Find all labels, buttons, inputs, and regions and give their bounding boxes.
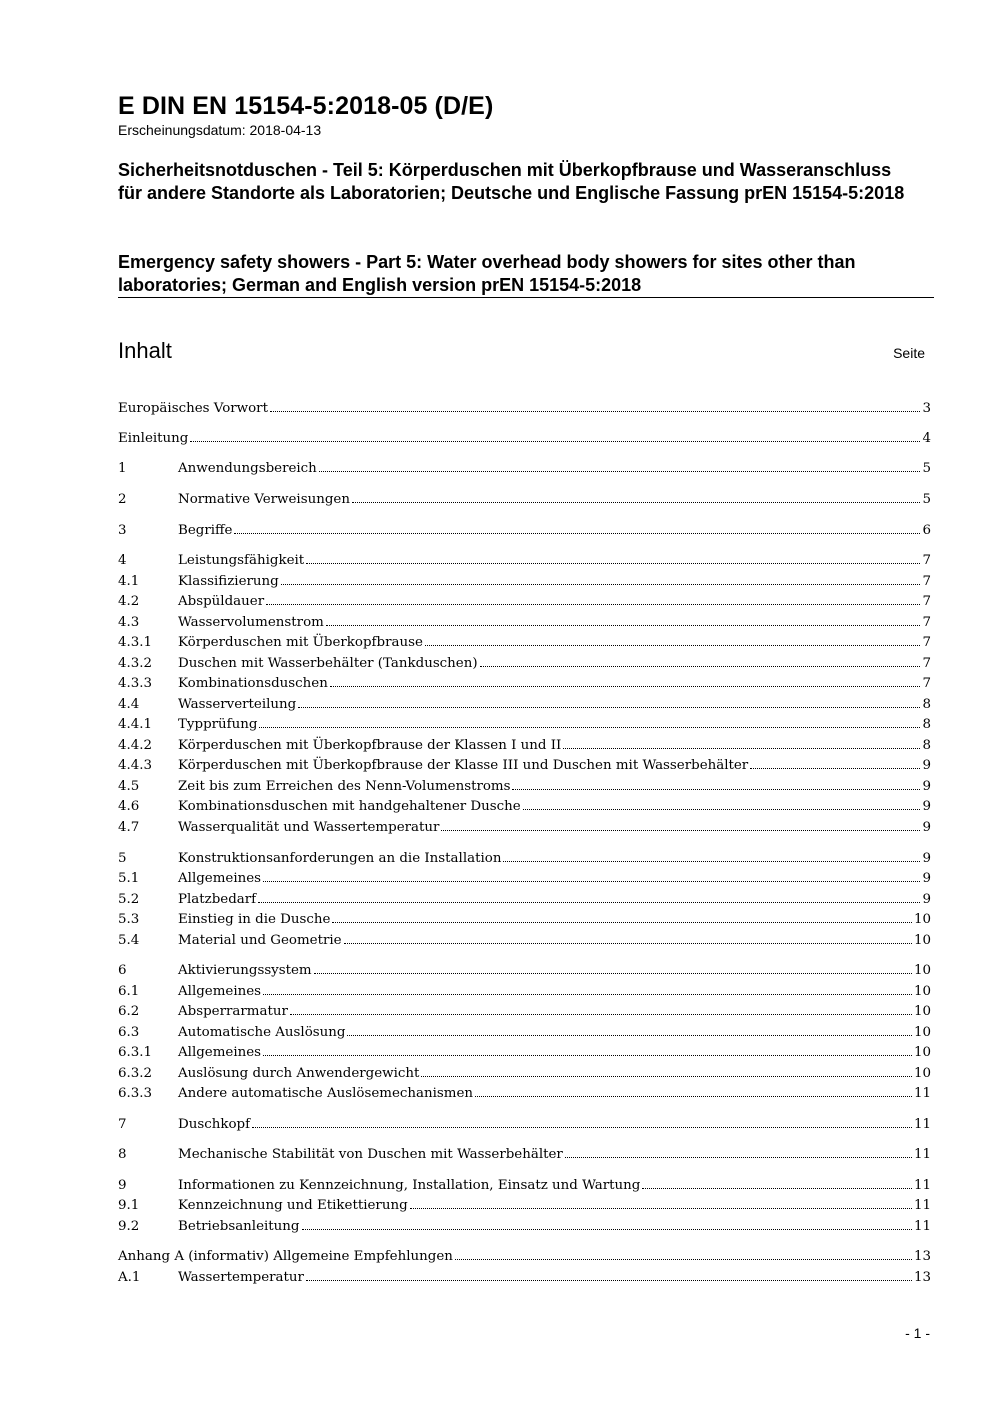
toc-entry-page: 7 (922, 635, 931, 650)
toc-leader-dots (503, 861, 920, 862)
toc-entry-title: Normative Verweisungen (178, 492, 350, 507)
toc-entry[interactable] (118, 1142, 931, 1162)
toc-leader-dots (425, 645, 921, 646)
toc-entry-number: 6.3.3 (118, 1086, 153, 1101)
toc-entry-page: 9 (922, 758, 931, 773)
toc-entry[interactable] (118, 518, 931, 538)
toc-entry-number: 4.3.3 (118, 676, 153, 691)
toc-entry[interactable] (118, 569, 931, 589)
toc-entry-title: Europäisches Vorwort (118, 401, 268, 416)
toc-entry-title: Platzbedarf (178, 892, 257, 907)
toc-entry-number: 4.4.3 (118, 758, 153, 773)
toc-entry[interactable] (118, 671, 931, 691)
toc-entry-title: Leistungsfähigkeit (178, 553, 305, 568)
toc-heading: Inhalt (118, 338, 172, 363)
toc-entry[interactable] (118, 630, 931, 650)
toc-entry-number: 9.1 (118, 1198, 140, 1213)
toc-entry-title: Klassifizierung (178, 574, 279, 589)
toc-entry-title: Typprüfung (178, 717, 258, 732)
toc-entry-page: 4 (922, 431, 931, 446)
toc-leader-dots (410, 1208, 912, 1209)
toc-leader-dots (750, 768, 920, 769)
toc-entry-page: 10 (913, 1066, 931, 1081)
toc-entry-title: Körperduschen mit Überkopfbrause (178, 635, 423, 650)
toc-entry[interactable] (118, 866, 931, 886)
toc-entry-page: 10 (913, 933, 931, 948)
toc-entry-page: 9 (922, 799, 931, 814)
toc-entry-title: Einstieg in die Dusche (178, 912, 331, 927)
toc-entry-number: 3 (118, 523, 127, 538)
toc-entry-title: Allgemeines (178, 1045, 262, 1060)
toc-entry-title: Andere automatische Auslösemechanismen (178, 1086, 474, 1101)
toc-entry[interactable] (118, 1061, 931, 1081)
toc-entry-page: 10 (913, 1045, 931, 1060)
toc-entry-number: 4.3.2 (118, 656, 153, 671)
toc-entry-title: Kombinationsduschen (178, 676, 328, 691)
toc-entry[interactable] (118, 1020, 931, 1040)
toc-entry-number: 5.3 (118, 912, 140, 927)
toc-entry-title: Auslösung durch Anwendergewicht (178, 1066, 420, 1081)
toc-entry-number: 6 (118, 963, 127, 978)
toc-entry-page: 9 (922, 871, 931, 886)
toc-leader-dots (326, 625, 921, 626)
toc-leader-dots (263, 994, 912, 995)
toc-leader-dots (306, 563, 920, 564)
toc-leader-dots (266, 604, 920, 605)
toc-entry-number: 4.3.1 (118, 635, 153, 650)
toc-entry-title: Absperrarmatur (178, 1004, 288, 1019)
page-number: - 1 - (905, 1325, 930, 1341)
toc-entry-title: Aktivierungssystem (178, 963, 312, 978)
toc-leader-dots (332, 922, 912, 923)
toc-leader-dots (475, 1096, 912, 1097)
toc-entry[interactable] (118, 1081, 931, 1101)
toc-entry-page: 11 (913, 1198, 931, 1213)
toc-entry-page: 10 (913, 912, 931, 927)
toc-entry-title: Anwendungsbereich (178, 461, 317, 476)
toc-entry-number: 6.3 (118, 1025, 140, 1040)
toc-entry-title: Körperduschen mit Überkopfbrause der Klasse III und Duschen mit Wasserbehälter (178, 758, 749, 773)
toc-leader-dots (258, 902, 920, 903)
toc-leader-dots (421, 1076, 912, 1077)
toc-entry-number: 4.4.1 (118, 717, 153, 732)
toc-leader-dots (319, 471, 921, 472)
toc-entry-page: 10 (913, 984, 931, 999)
toc-leader-dots (263, 881, 920, 882)
toc-entry-page: 11 (913, 1147, 931, 1162)
toc-entry[interactable] (118, 651, 931, 671)
toc-leader-dots (344, 943, 912, 944)
toc-entry-title: Abspüldauer (178, 594, 265, 609)
toc-entry[interactable] (118, 487, 931, 507)
toc-entry-page: 7 (922, 553, 931, 568)
toc-entry[interactable] (118, 928, 931, 948)
toc-entry[interactable] (118, 887, 931, 907)
document-id: E DIN EN 15154-5:2018-05 (D/E) (118, 92, 494, 120)
toc-entry-number: 9 (118, 1178, 127, 1193)
toc-entry-number: 6.2 (118, 1004, 140, 1019)
toc-leader-dots (314, 973, 912, 974)
toc-entry[interactable] (118, 426, 931, 446)
toc-entry-page: 10 (913, 1025, 931, 1040)
title-divider (118, 297, 934, 298)
toc-entry-page: 11 (913, 1117, 931, 1132)
toc-entry-title: Kennzeichnung und Etikettierung (178, 1198, 408, 1213)
toc-entry[interactable] (118, 1112, 931, 1132)
toc-entry-number: 4.5 (118, 779, 140, 794)
toc-leader-dots (259, 727, 920, 728)
toc-entry[interactable] (118, 1265, 931, 1285)
toc-entry-number: 4.1 (118, 574, 140, 589)
toc-entry-title: Begriffe (178, 523, 233, 538)
toc-leader-dots (330, 686, 921, 687)
toc-entry[interactable] (118, 456, 931, 476)
toc-page-label: Seite (893, 345, 925, 361)
toc-entry[interactable] (118, 907, 931, 927)
title-german: Sicherheitsnotduschen - Teil 5: Körperduschen mit Überkopfbrause und Wasseranschluss für andere Standorte als Laboratorien; Deutsche und Englische Fassung prEN 15154-5:2018 (118, 160, 905, 203)
toc-entry-number: 4 (118, 553, 127, 568)
toc-leader-dots (455, 1259, 912, 1260)
toc-entry-number: 5.1 (118, 871, 140, 886)
toc-entry[interactable] (118, 589, 931, 609)
title-english: Emergency safety showers - Part 5: Water overhead body showers for sites other than laboratories; German and English version prEN 15154-5:2018 (118, 252, 856, 295)
toc-entry-title: Informationen zu Kennzeichnung, Installation, Einsatz und Wartung (178, 1178, 641, 1193)
toc-entry-title: Einleitung (118, 431, 189, 446)
toc-entry-page: 9 (922, 892, 931, 907)
toc-entry-page: 7 (922, 594, 931, 609)
toc-entry[interactable] (118, 753, 931, 773)
toc-leader-dots (347, 1035, 911, 1036)
toc-entry-title: Betriebsanleitung (178, 1219, 300, 1234)
toc-leader-dots (352, 502, 921, 503)
toc-entry-number: 7 (118, 1117, 127, 1132)
toc-entry-number: A.1 (118, 1270, 141, 1285)
toc-leader-dots (512, 789, 920, 790)
toc-entry-title: Wasservolumenstrom (178, 615, 324, 630)
toc-leader-dots (441, 830, 920, 831)
toc-entry-page: 9 (922, 820, 931, 835)
toc-entry[interactable] (118, 1173, 931, 1193)
toc-entry-number: 4.3 (118, 615, 140, 630)
toc-entry-page: 11 (913, 1219, 931, 1234)
toc-entry[interactable] (118, 1244, 931, 1264)
toc-leader-dots (298, 707, 920, 708)
toc-entry-number: 2 (118, 492, 127, 507)
toc-entry-number: 4.4 (118, 697, 140, 712)
toc-entry-number: 4.2 (118, 594, 140, 609)
toc-entry-page: 9 (922, 779, 931, 794)
toc-entry[interactable] (118, 1214, 931, 1234)
toc-entry-title: Automatische Auslösung (178, 1025, 346, 1040)
toc-entry[interactable] (118, 692, 931, 712)
toc-entry-number: 4.6 (118, 799, 140, 814)
toc-entry-title: Material und Geometrie (178, 933, 342, 948)
toc-entry-page: 8 (922, 717, 931, 732)
toc-entry-title: Wassertemperatur (178, 1270, 304, 1285)
toc-entry[interactable] (118, 1040, 931, 1060)
toc-leader-dots (563, 748, 920, 749)
toc-entry-page: 5 (922, 492, 931, 507)
toc-entry-title: Zeit bis zum Erreichen des Nenn-Volumenstroms (178, 779, 511, 794)
toc-entry-page: 7 (922, 656, 931, 671)
toc-entry-title: Duschkopf (178, 1117, 251, 1132)
toc-entry-number: 4.7 (118, 820, 140, 835)
toc-entry[interactable] (118, 794, 931, 814)
toc-entry[interactable] (118, 610, 931, 630)
toc-leader-dots (565, 1157, 912, 1158)
toc-entry-title: Konstruktionsanforderungen an die Installation (178, 851, 502, 866)
toc-entry-page: 10 (913, 963, 931, 978)
toc-entry-title: Duschen mit Wasserbehälter (Tankduschen) (178, 656, 478, 671)
toc-entry-page: 13 (913, 1270, 931, 1285)
toc-entry-number: 6.3.1 (118, 1045, 153, 1060)
toc-entry[interactable] (118, 846, 931, 866)
toc-entry[interactable] (118, 999, 931, 1019)
toc-entry[interactable] (118, 733, 931, 753)
toc-leader-dots (302, 1229, 912, 1230)
toc-entry-title: Allgemeines (178, 984, 262, 999)
toc-entry-page: 9 (922, 851, 931, 866)
toc-entry-page: 5 (922, 461, 931, 476)
toc-leader-dots (523, 809, 921, 810)
toc-entry-title: Körperduschen mit Überkopfbrause der Klassen I und II (178, 738, 562, 753)
toc-entry-number: 5 (118, 851, 127, 866)
toc-entry[interactable] (118, 1193, 931, 1213)
toc-entry-number: 5.2 (118, 892, 140, 907)
toc-leader-dots (263, 1055, 912, 1056)
toc-entry-number: 1 (118, 461, 127, 476)
toc-entry-page: 3 (922, 401, 931, 416)
toc-leader-dots (306, 1280, 912, 1281)
toc-entry-title: Anhang A (informativ) Allgemeine Empfehlungen (118, 1249, 453, 1264)
toc-entry-title: Kombinationsduschen mit handgehaltener Dusche (178, 799, 521, 814)
toc-entry-number: 9.2 (118, 1219, 140, 1234)
toc-entry-title: Allgemeines (178, 871, 262, 886)
toc-entry-title: Wasserqualität und Wassertemperatur (178, 820, 440, 835)
toc-entry-page: 8 (922, 738, 931, 753)
toc-entry-page: 13 (913, 1249, 931, 1264)
toc-entry-page: 7 (922, 676, 931, 691)
toc-entry-number: 4.4.2 (118, 738, 153, 753)
toc-entry[interactable] (118, 815, 931, 835)
toc-entry-page: 6 (922, 523, 931, 538)
toc-entry-title: Mechanische Stabilität von Duschen mit Wasserbehälter (178, 1147, 563, 1162)
toc-entry-page: 7 (922, 615, 931, 630)
toc-entry[interactable] (118, 548, 931, 568)
toc-entry[interactable] (118, 979, 931, 999)
toc-entry-number: 5.4 (118, 933, 140, 948)
toc-entry-page: 7 (922, 574, 931, 589)
publication-date: Erscheinungsdatum: 2018-04-13 (118, 122, 322, 138)
toc-entry-number: 6.3.2 (118, 1066, 153, 1081)
toc-leader-dots (281, 584, 921, 585)
toc-entry-page: 10 (913, 1004, 931, 1019)
toc-leader-dots (290, 1014, 912, 1015)
toc-entry[interactable] (118, 396, 931, 416)
toc-leader-dots (642, 1188, 912, 1189)
toc-entry-page: 8 (922, 697, 931, 712)
toc-leader-dots (480, 666, 921, 667)
toc-entry-page: 11 (913, 1178, 931, 1193)
toc-entry-page: 11 (913, 1086, 931, 1101)
toc-entry-number: 6.1 (118, 984, 140, 999)
toc-entry[interactable] (118, 712, 931, 732)
toc-leader-dots (190, 441, 920, 442)
toc-entry-title: Wasserverteilung (178, 697, 297, 712)
toc-leader-dots (252, 1127, 912, 1128)
toc-leader-dots (234, 533, 920, 534)
toc-entry-number: 8 (118, 1147, 127, 1162)
toc-entry[interactable] (118, 774, 931, 794)
toc-leader-dots (270, 411, 921, 412)
toc-entry[interactable] (118, 958, 931, 978)
